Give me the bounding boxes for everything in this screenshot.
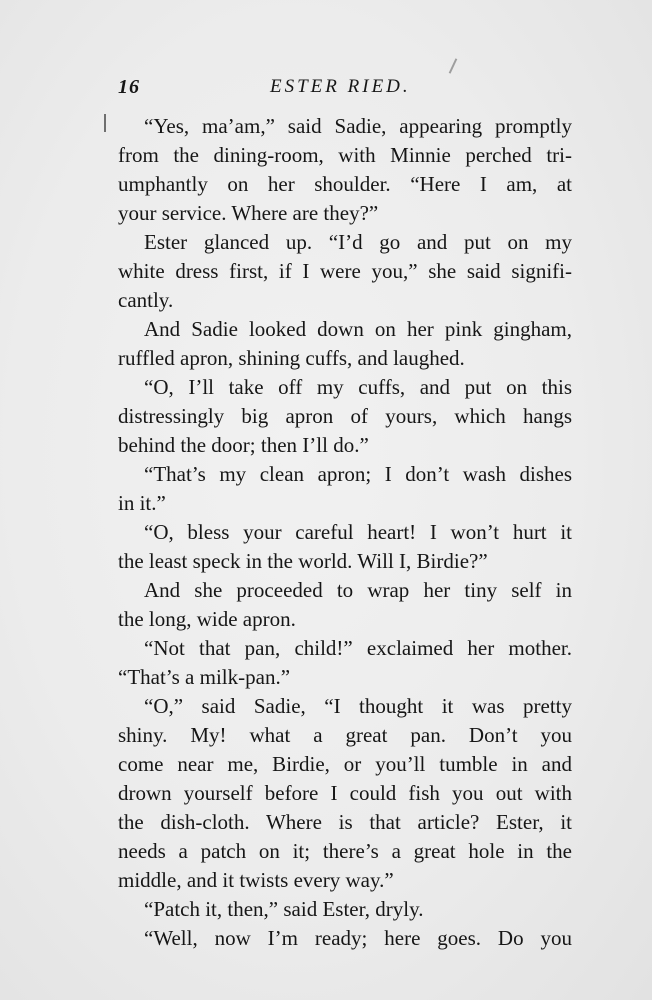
text-line: from the dining-room, with Minnie perched tri- bbox=[118, 143, 572, 167]
text-line: “Not that pan, child!” exclaimed her mother. bbox=[144, 636, 572, 660]
margin-mark bbox=[104, 114, 106, 132]
text-line: distressingly big apron of yours, which hangs bbox=[118, 404, 572, 428]
text-line: “That’s a milk-pan.” bbox=[118, 665, 291, 689]
text-line: umphantly on her shoulder. “Here I am, at bbox=[118, 172, 572, 196]
text-line: the least speck in the world. Will I, Birdie?” bbox=[118, 549, 488, 573]
text-line: come near me, Birdie, or you’ll tumble in and bbox=[118, 752, 572, 776]
text-line: ruffled apron, shining cuffs, and laughed. bbox=[118, 346, 465, 370]
text-line: the dish-cloth. Where is that article? Ester, it bbox=[118, 810, 572, 834]
text-line: “O,” said Sadie, “I thought it was pretty bbox=[144, 694, 572, 718]
text-line: “O, I’ll take off my cuffs, and put on this bbox=[144, 375, 572, 399]
text-line: shiny. My! what a great pan. Don’t you bbox=[118, 723, 572, 747]
text-line: cantly. bbox=[118, 288, 174, 312]
text-line: drown yourself before I could fish you out with bbox=[118, 781, 572, 805]
stray-ink-mark bbox=[449, 58, 458, 73]
text-line: Ester glanced up. “I’d go and put on my bbox=[144, 230, 572, 254]
text-line: white dress first, if I were you,” she said signifi- bbox=[118, 259, 572, 283]
text-line: your service. Where are they?” bbox=[118, 201, 379, 225]
text-line: “Patch it, then,” said Ester, dryly. bbox=[144, 897, 424, 921]
text-line: And Sadie looked down on her pink gingham, bbox=[144, 317, 572, 341]
text-line: “That’s my clean apron; I don’t wash dishes bbox=[144, 462, 572, 486]
body-text bbox=[118, 112, 572, 953]
text-line: in it.” bbox=[118, 491, 166, 515]
running-head bbox=[118, 76, 570, 104]
text-line: “Well, now I’m ready; here goes. Do you bbox=[144, 926, 572, 950]
text-line: behind the door; then I’ll do.” bbox=[118, 433, 369, 457]
text-line: And she proceeded to wrap her tiny self in bbox=[144, 578, 572, 602]
book-title: ESTER RIED. bbox=[270, 76, 411, 97]
text-line: needs a patch on it; there’s a great hole in the bbox=[118, 839, 572, 863]
page-number: 16 bbox=[118, 76, 140, 98]
text-line: the long, wide apron. bbox=[118, 607, 296, 631]
text-line: middle, and it twists every way.” bbox=[118, 868, 394, 892]
text-line: “Yes, ma’am,” said Sadie, appearing promptly bbox=[144, 114, 572, 138]
text-line: “O, bless your careful heart! I won’t hurt it bbox=[144, 520, 572, 544]
